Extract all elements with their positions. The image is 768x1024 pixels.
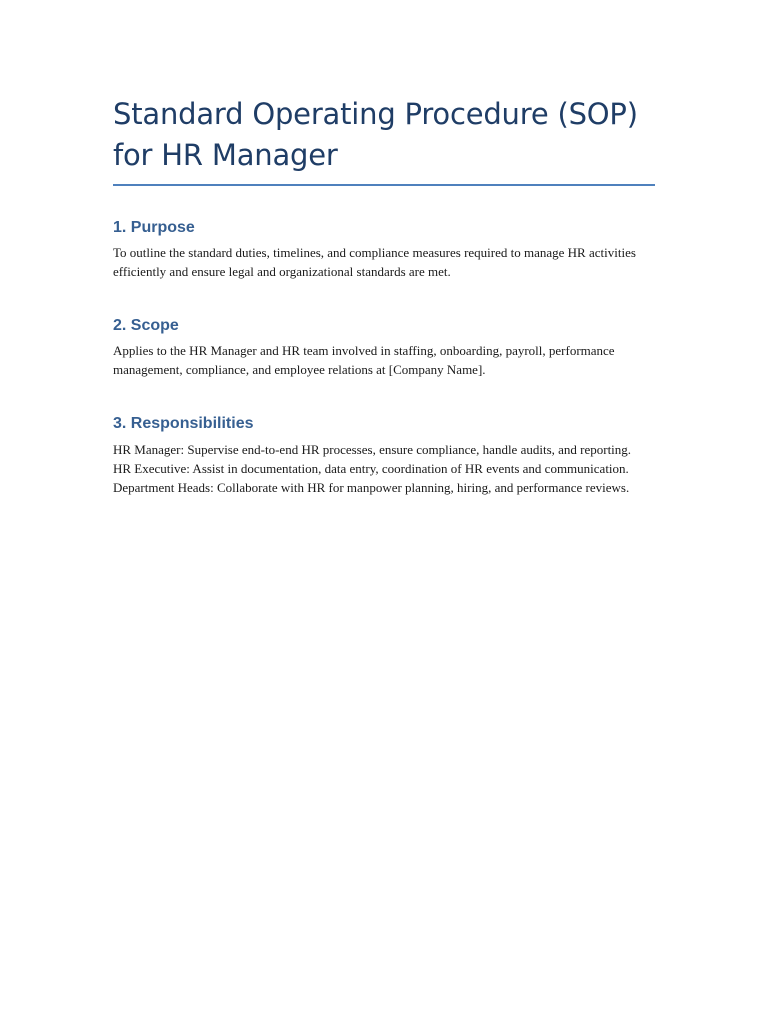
purpose-paragraph: To outline the standard duties, timelines, and compliance measures required to manage HR activities efficiently and ensure legal and organizational standards are met. — [113, 245, 636, 279]
document-title: Standard Operating Procedure (SOP) for HR Manager — [113, 94, 655, 186]
section-body-responsibilities — [113, 440, 655, 497]
responsibility-hr-manager: HR Manager: Supervise end-to-end HR processes, ensure compliance, handle audits, and reporting. — [113, 442, 632, 457]
responsibility-hr-executive: HR Executive: Assist in documentation, data entry, coordination of HR events and communication. — [113, 461, 629, 476]
section-body-purpose — [113, 243, 655, 281]
scope-paragraph: Applies to the HR Manager and HR team involved in staffing, onboarding, payroll, performance management, compliance, and employee relations at [Company Name]. — [113, 343, 615, 377]
section-heading-purpose: 1. Purpose — [113, 219, 195, 236]
section-responsibilities — [113, 414, 655, 497]
section-purpose — [113, 218, 655, 281]
section-heading-scope: 2. Scope — [113, 317, 179, 334]
document-content — [113, 94, 655, 497]
section-heading-responsibilities: 3. Responsibilities — [113, 415, 254, 432]
section-scope — [113, 316, 655, 379]
section-body-scope — [113, 341, 655, 379]
responsibility-department-heads: Department Heads: Collaborate with HR for manpower planning, hiring, and performance reviews. — [113, 480, 630, 495]
